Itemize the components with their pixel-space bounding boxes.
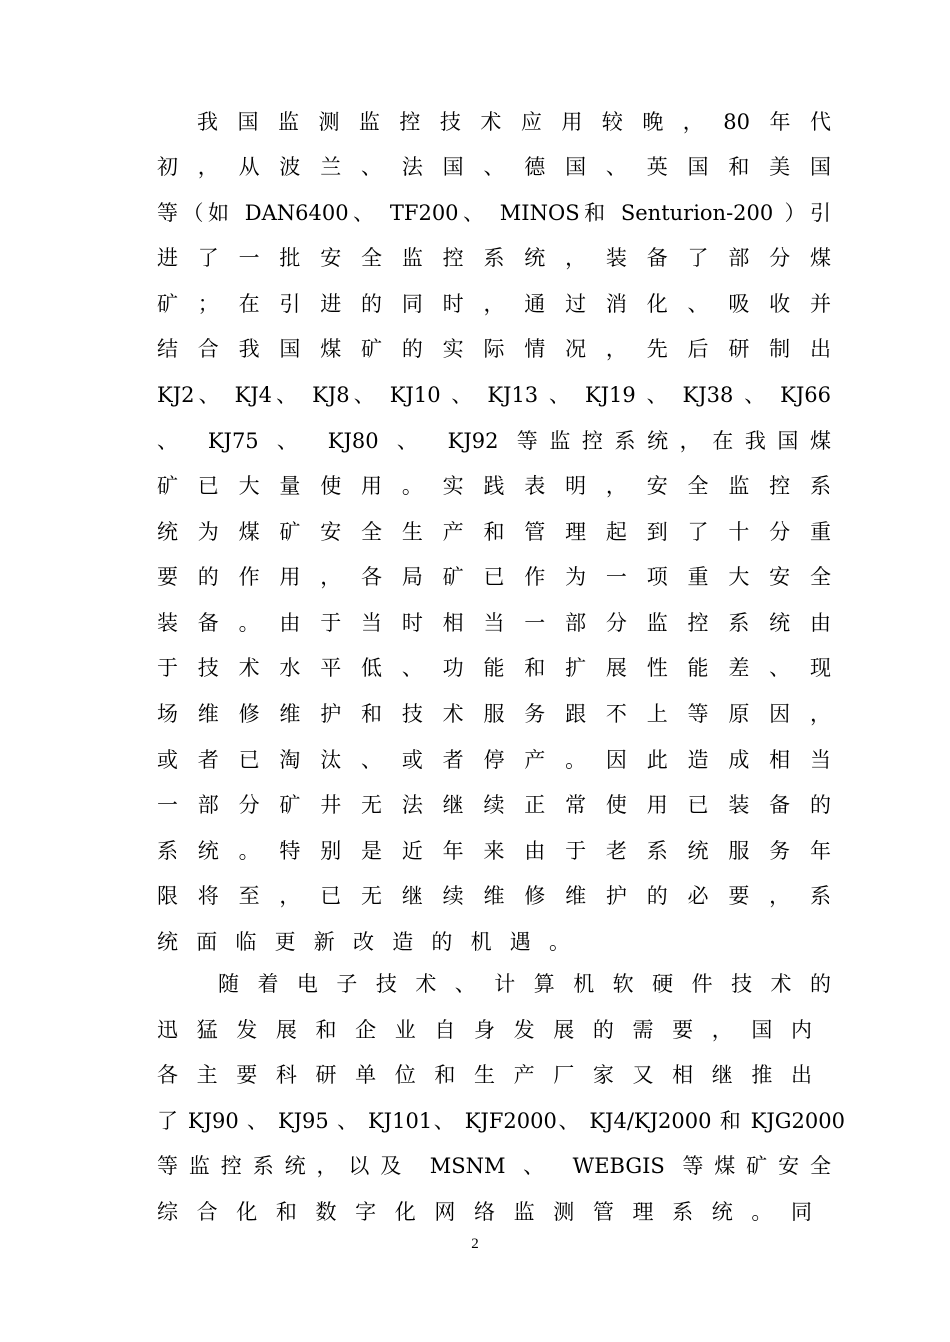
text-line: 随着电子技术、计算机软硬件技术的	[218, 972, 831, 996]
text-line: 进了一批安全监控系统，装备了部分煤	[157, 246, 831, 270]
text-line: 限将至，已无继续维修维护的必要，系	[157, 884, 831, 908]
text-line: 于技术水平低、功能和扩展性能差、现	[157, 656, 831, 680]
text-line: 统面临更新改造的机遇。	[157, 930, 570, 954]
text-line: 、 KJ75 、 KJ80 、 KJ92 等监控系统，在我国煤	[157, 429, 831, 453]
text-line: 综合化和数字化网络监测管理系统。同	[157, 1200, 812, 1224]
text-line: 矿；在引进的同时，通过消化、吸收并	[157, 292, 831, 316]
page-number: 2	[471, 1236, 479, 1252]
text-line: 系统。特别是近年来由于老系统服务年	[157, 839, 831, 863]
text-line: 等（如 DAN6400、 TF200、 MINOS和 Senturion-200 ）引	[157, 201, 831, 225]
text-line: 矿已大量使用。实践表明，安全监控系	[157, 474, 831, 498]
text-line: 各主要科研单位和生产厂家又相继推出	[157, 1063, 812, 1087]
text-line: KJ2、 KJ4、 KJ8、 KJ10 、 KJ13 、 KJ19 、 KJ38 、 KJ66	[157, 383, 831, 407]
text-line: 我国监测监控技术应用较晚，80年代	[197, 110, 831, 134]
text-line: 装备。由于当时相当一部分监控系统由	[157, 611, 831, 635]
text-line: 结合我国煤矿的实际情况，先后研制出	[157, 337, 831, 361]
text-line: 了 KJ90 、 KJ95 、 KJ101、 KJF2000、 KJ4/KJ2000 和 KJG2000	[157, 1109, 845, 1133]
text-line: 初，从波兰、法国、德国、英国和美国	[157, 155, 831, 179]
text-line: 迅猛发展和企业自身发展的需要，国内	[157, 1018, 812, 1042]
text-line: 等监控系统，以及 MSNM 、 WEBGIS 等煤矿安全	[157, 1154, 831, 1178]
text-line: 场维修维护和技术服务跟不上等原因，	[157, 702, 831, 726]
text-line: 一部分矿井无法继续正常使用已装备的	[157, 793, 831, 817]
text-line: 统为煤矿安全生产和管理起到了十分重	[157, 520, 831, 544]
text-line: 要的作用，各局矿已作为一项重大安全	[157, 565, 831, 589]
text-line: 或者已淘汰、或者停产。因此造成相当	[157, 748, 831, 772]
